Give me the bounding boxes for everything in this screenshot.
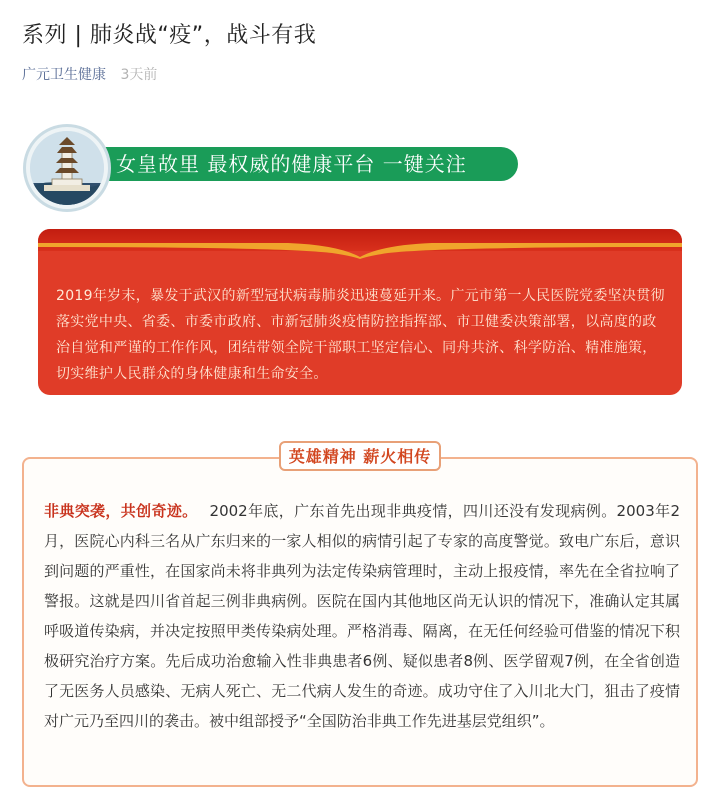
article-meta — [22, 64, 157, 84]
tower-logo-icon — [26, 127, 108, 209]
section-lead: 非典突袭，共创奇迹。 — [44, 502, 198, 520]
intro-paragraph: 2019年岁末，暴发于武汉的新型冠状病毒肺炎迅速蔓延开来。广元市第一人民医院党委坚决贯彻落实党中央、省委、市委市政府、市新冠肺炎疫情防控指挥部、市卫健委决策部署，以高度的政治自觉和严谨的工作作风，团结带领全院干部职工坚定信心、同舟共济、科学防治、精准施策，切实维护人民群众的身体健康和生命安全。 — [56, 288, 665, 382]
section-label: 英雄精神 薪火相传 — [279, 441, 441, 471]
publish-time: 3天前 — [120, 67, 158, 83]
article-title: 系列 | 肺炎战“疫”，战斗有我 — [22, 23, 317, 48]
section-body: 2002年底，广东首先出现非典疫情，四川还没有发现病例。2003年2月，医院心内科三名从广东归来的一家人相似的病情引起了专家的高度警觉。致电广东后，意识到问题的严重性，在国家尚未将非典列为法定传染病管理时，主动上报疫情，率先在全省拉响了警报。这就是四川省首起三例非典病例。医院在国内其他地区尚无认识的情况下，准确认定其属呼吸道传染病，并决定按照甲类传染病处理。严格消毒、隔离，在无任何经验可借鉴的情况下积极研究治疗方案。先后成功治愈输入性非典患者6例、疑似患者8例、医学留观7例，在全省创造了无医务人员感染、无病人死亡、无二代病人发生的奇迹。成功守住了入川北大门，狙击了疫情对广元乃至四川的袭击。被中组部授予“全国防治非典工作先进基层党组织”。 — [44, 502, 680, 730]
follow-banner[interactable]: 女皇故里 最权威的健康平台 一键关注 — [80, 147, 518, 181]
intro-card-top-band — [38, 229, 682, 251]
section-paragraph — [44, 496, 680, 736]
account-name-link[interactable]: 广元卫生健康 — [22, 67, 106, 83]
intro-card — [38, 229, 682, 395]
